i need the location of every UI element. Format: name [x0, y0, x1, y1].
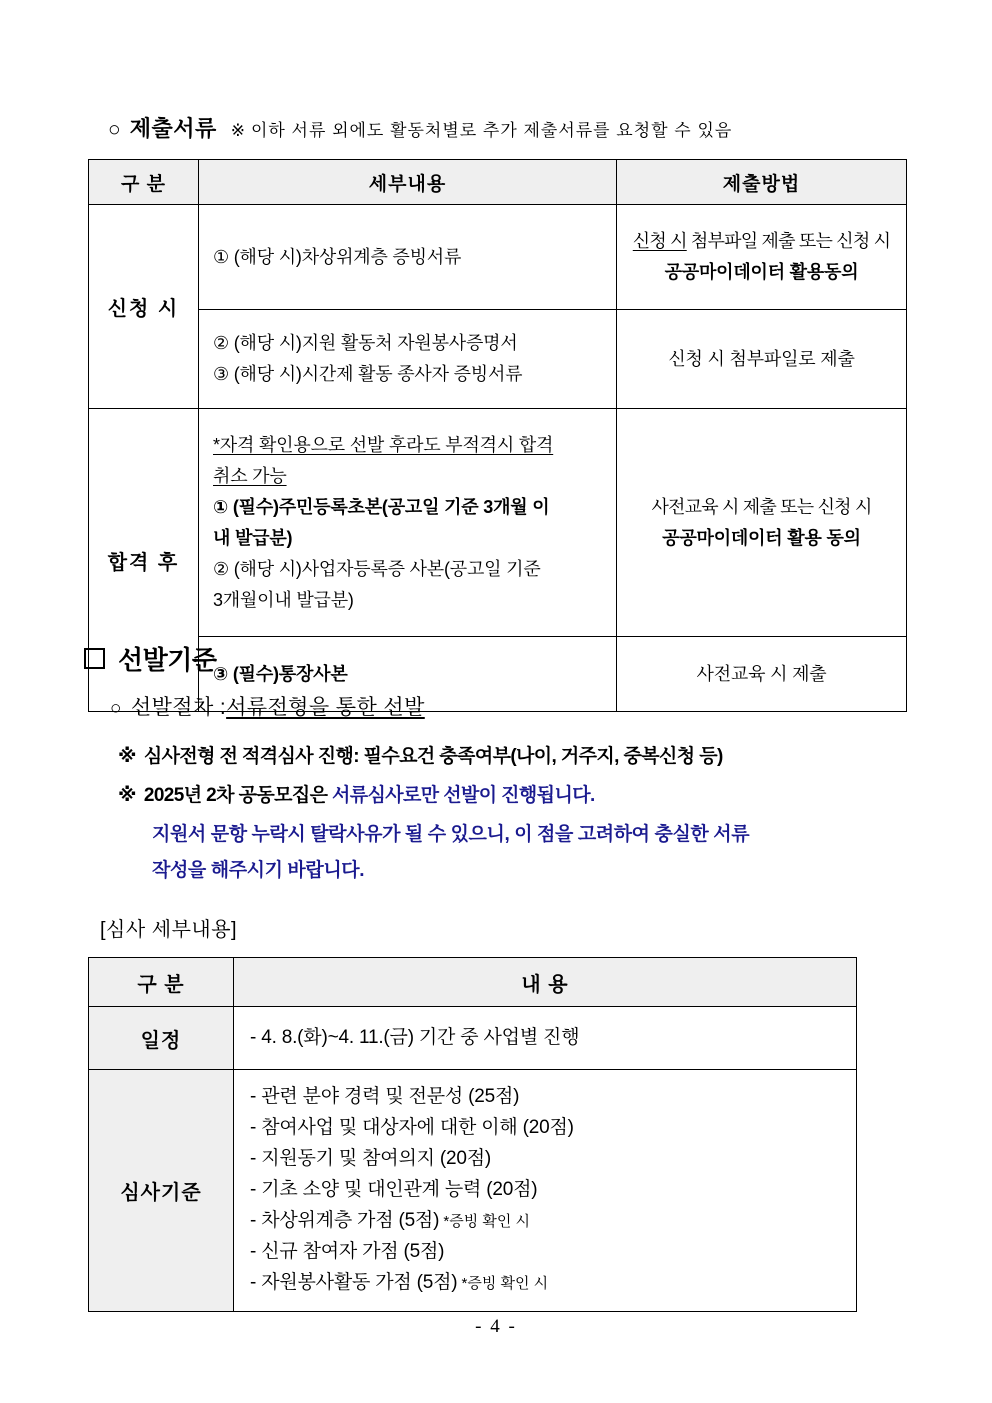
method-line: [625, 226, 898, 257]
cell-method-after-pass-2: [617, 637, 907, 712]
criterion-text: - 참여사업 및 대상자에 대한 이해 (20점): [250, 1117, 574, 1138]
submission-documents-table: [88, 159, 907, 712]
list-item: [250, 1175, 856, 1206]
criterion-text: - 관련 분야 경력 및 전문성 (25점): [250, 1086, 520, 1107]
selection-procedure-line: [110, 691, 425, 721]
table-row: [89, 205, 907, 310]
table-row: [89, 409, 907, 637]
criterion-text: - 자원봉사활동 가점 (5점): [250, 1272, 458, 1293]
criterion-note: *증빙 확인 시: [457, 1275, 549, 1292]
reference-mark-icon: ※: [118, 785, 136, 806]
cell-method-after-pass-1: [617, 409, 907, 637]
column-header-category: 구 분: [89, 160, 199, 205]
criteria-title: 선발기준: [118, 645, 217, 675]
submission-title: 제출서류: [129, 116, 217, 141]
submission-note: [231, 116, 733, 141]
list-item: [250, 1144, 856, 1175]
criteria-note-2: [118, 780, 595, 807]
detail-line-underlined: 취소 가능: [213, 465, 287, 486]
method-underlined-text: 신청 시: [632, 231, 687, 251]
review-details-title: [심사 세부내용]: [100, 919, 238, 941]
detail-line-bold: ① (필수)주민등록초본(공고일 기준 3개월 이: [213, 496, 550, 517]
method-line-bold: 공공마이데이터 활용 동의: [662, 527, 861, 548]
row-label-application: 신청 시: [89, 205, 199, 409]
column-header-content: 내 용: [234, 958, 857, 1007]
criteria-note-2-blue: 서류심사로만 선발이 진행됩니다.: [332, 785, 595, 806]
list-item: [250, 1268, 856, 1299]
detail-line-bold: 내 발급분): [213, 527, 293, 548]
row-label-review-criteria: 심사기준: [89, 1070, 234, 1312]
detail-line: ① (해당 시)차상위계층 증빙서류: [213, 246, 462, 267]
cell-detail-after-pass-1: [199, 409, 617, 637]
column-header-category: 구 분: [89, 958, 234, 1007]
circle-bullet-icon: ○: [110, 698, 122, 719]
table-row: [89, 310, 907, 409]
criteria-section-heading: [84, 640, 216, 677]
list-item: [250, 1082, 856, 1113]
row-label-after-pass: 합격 후: [89, 409, 199, 712]
table-row: [89, 1007, 857, 1070]
method-line: 사전교육 시 제출: [696, 663, 827, 684]
criterion-text: - 신규 참여자 가점 (5점): [250, 1241, 445, 1262]
procedure-value: 서류전형을 통한 선발: [226, 696, 425, 719]
circle-bullet-icon: ○: [108, 118, 121, 141]
schedule-line: - 4. 8.(화)~4. 11.(금) 기간 중 사업별 진행: [250, 1027, 580, 1048]
table-header-row: [89, 958, 857, 1007]
column-header-method: 제출방법: [617, 160, 907, 205]
criteria-note-continued-2: 작성을 해주시기 바랍니다.: [152, 860, 365, 881]
review-criteria-table: [88, 957, 857, 1312]
page-number: - 4 -: [475, 1316, 517, 1337]
detail-line: ③ (해당 시)시간제 활동 종사자 증빙서류: [213, 364, 523, 384]
method-line: 사전교육 시 제출 또는 신청 시: [651, 496, 872, 517]
reference-mark-icon: ※: [118, 746, 136, 767]
square-bullet-icon: [84, 648, 105, 669]
criterion-text: - 지원동기 및 참여의지 (20점): [250, 1148, 491, 1169]
column-header-detail: 세부내용: [199, 160, 617, 205]
criteria-list: [250, 1082, 856, 1299]
detail-line-bold: ③ (필수)통장사본: [213, 663, 348, 684]
cell-method-application-2: [617, 310, 907, 409]
detail-line: ② (해당 시)지원 활동처 자원봉사증명서: [213, 333, 518, 353]
criterion-text: - 차상위계층 가점 (5점): [250, 1210, 440, 1231]
criteria-note-2-black: 2025년 2차 공동모집은: [143, 785, 333, 806]
criteria-note-1: [118, 741, 723, 768]
procedure-label: 선발절차 :: [130, 696, 227, 719]
detail-line-underlined: *자격 확인용으로 선발 후라도 부적격시 합격: [213, 434, 554, 455]
submission-note-text: 이하 서류 외에도 활동처별로 추가 제출서류를 요청할 수 있음: [250, 121, 733, 140]
list-item: [250, 1206, 856, 1237]
table-header-row: [89, 160, 907, 205]
table-row: [89, 1070, 857, 1312]
criterion-text: - 기초 소양 및 대인관계 능력 (20점): [250, 1179, 538, 1200]
method-plain-text: 첨부파일 제출 또는 신청 시: [686, 231, 891, 251]
criteria-note-continued-1: 지원서 문항 누락시 탈락사유가 될 수 있으니, 이 점을 고려하여 충실한 서류: [152, 824, 750, 845]
reference-mark-icon: ※: [230, 121, 246, 140]
cell-schedule-content: [234, 1007, 857, 1070]
detail-line: ② (해당 시)사업자등록증 사본(공고일 기준: [213, 558, 541, 579]
criteria-note-1-text: 심사전형 전 적격심사 진행: 필수요건 충족여부(나이, 거주지, 중복신청 등): [143, 746, 723, 767]
method-line: 신청 시 첨부파일로 제출: [668, 348, 855, 369]
list-item: [250, 1237, 856, 1268]
list-item: [250, 1113, 856, 1144]
cell-detail-application-1: [199, 205, 617, 310]
method-line-bold: 공공마이데이터 활용동의: [664, 262, 859, 282]
cell-detail-application-2: [199, 310, 617, 409]
detail-line: 3개월이내 발급분): [213, 589, 354, 610]
row-label-schedule: 일정: [89, 1007, 234, 1070]
cell-method-application-1: [617, 205, 907, 310]
submission-section-heading: [108, 112, 732, 143]
criterion-note: *증빙 확인 시: [439, 1213, 531, 1230]
cell-review-criteria-content: [234, 1070, 857, 1312]
